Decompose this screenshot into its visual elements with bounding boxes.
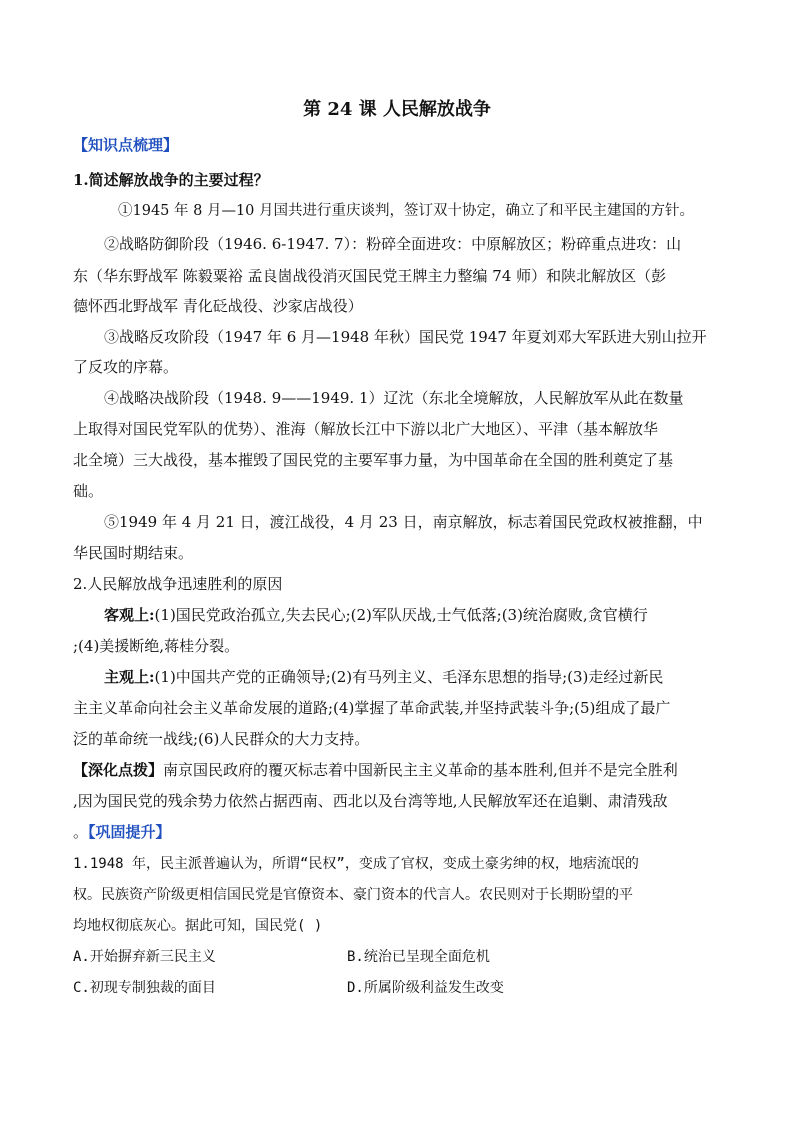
option-a: A.开始摒弃新三民主义 [73, 949, 216, 965]
deepen-text-1: 南京国民政府的覆灭标志着中国新民主主义革命的基本胜利,但并不是完全胜利 [163, 761, 678, 779]
question-1-line-2: 权。民族资产阶级更相信国民党是官僚资本、豪门资本的代言人。农民则对于长期盼望的平 [73, 887, 633, 903]
paragraph-4-line-1: ④战略决战阶段（1948. 9——1949. 1）辽沈（东北全境解放，人民解放军从此在数量 [104, 389, 684, 407]
paragraph-4-line-3: 北全境）三大战役，基本摧毁了国民党的主要军事力量，为中国革命在全国的胜利奠定了基 [73, 451, 674, 469]
paragraph-5-line-2: 华民国时期结束。 [73, 544, 194, 562]
paragraph-4-line-2: 上取得对国民党军队的优势）、淮海（解放长江中下游以北广大地区）、平津（基本解放华 [73, 420, 659, 438]
objective-label: 客观上: [104, 606, 155, 624]
option-b: B.统治已呈现全面危机 [347, 949, 490, 965]
paragraph-2-line-1: ②战略防御阶段（1946. 6-1947. 7）：粉碎全面进攻：中原解放区；粉碎重点进攻：山 [104, 235, 682, 253]
paragraph-4-line-4: 础。 [73, 482, 104, 500]
objective-text-1: (1)国民党政治孤立,失去民心;(2)军队厌战,士气低落;(3)统治腐败,贪官横行 [154, 606, 648, 624]
deepen-line-2: ,因为国民党的残余势力依然占据西南、西北以及台湾等地,人民解放军还在追剿、肃清残敌 [73, 792, 668, 810]
objective-line-1 [104, 605, 648, 625]
deepen-label: 【深化点拨】 [73, 761, 164, 779]
section-knowledge-heading: 【知识点梳理】 [73, 136, 179, 154]
question-heading-2: 2.人民解放战争迅速胜利的原因 [73, 575, 283, 593]
option-c: C.初现专制独裁的面目 [73, 980, 216, 996]
paragraph-2-line-2: 东（华东野战军 陈毅粟裕 孟良崮战役消灭国民党王牌主力整编 74 师）和陕北解放区（彭 [73, 267, 667, 285]
paragraph-3-line-1: ③战略反攻阶段（1947 年 6 月—1948 年秋）国民党 1947 年夏刘邓大军跃进大别山拉开 [104, 328, 707, 346]
subjective-line-2: 主主义革命向社会主义革命发展的道路;(4)掌握了革命武装,并坚持武装斗争;(5)组成了最广 [73, 699, 671, 717]
subjective-line-3: 泛的革命统一战线;(6)人民群众的大力支持。 [73, 730, 370, 748]
subjective-label: 主观上: [104, 668, 155, 686]
section-consolidate-heading: 【巩固提升】 [88, 823, 171, 841]
page-title: 第 24 课 人民解放战争 [303, 99, 491, 120]
paragraph-2-line-3: 德怀西北野战军 青化砭战役、沙家店战役） [73, 297, 363, 315]
subjective-line-1 [104, 667, 663, 687]
option-d: D.所属阶级利益发生改变 [347, 980, 504, 996]
objective-line-2: ;(4)美援断绝,蒋桂分裂。 [73, 637, 240, 655]
subjective-text-1: (1)中国共产党的正确领导;(2)有马列主义、毛泽东思想的指导;(3)走经过新民 [154, 668, 664, 686]
paragraph-5-line-1: ⑤1949 年 4 月 21 日，渡江战役，4 月 23 日，南京解放，标志着国民党政权被推翻，中 [104, 513, 703, 531]
deepen-line-3 [73, 822, 171, 842]
deepen-text-3: 。 [73, 823, 89, 841]
deepen-line-1 [73, 760, 678, 780]
paragraph-3-line-2: 了反攻的序幕。 [73, 358, 179, 376]
paragraph-1: ①1945 年 8 月—10 月国共进行重庆谈判，签订双十协定，确立了和平民主建国的方针。 [118, 203, 695, 219]
question-heading-1: 1.简述解放战争的主要过程？ [73, 171, 269, 189]
question-1-line-3: 均地权彻底灰心。据此可知，国民党( ) [73, 918, 323, 934]
question-1-line-1: 1.1948 年，民主派普遍认为，所谓“民权”，变成了官权，变成土豪劣绅的权，地痞流氓的 [73, 856, 639, 872]
